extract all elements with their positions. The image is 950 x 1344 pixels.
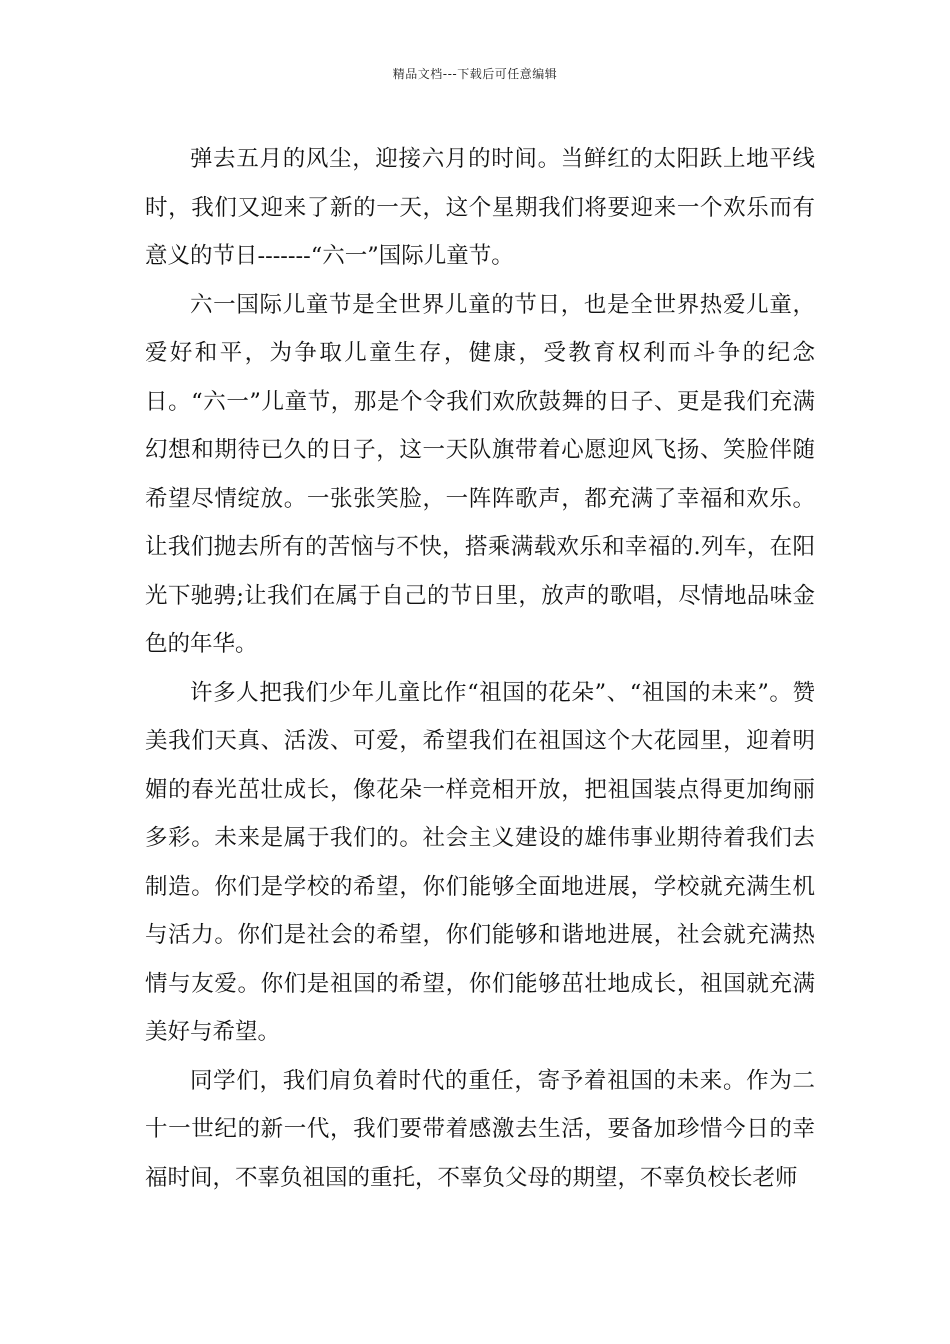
paragraph-3: 许多人把我们少年儿童比作“祖国的花朵”、“祖国的未来”。赞美我们天真、活泼、可爱，希望我们在祖国这个大花园里，迎着明媚的春光茁壮成长，像花朵一样竞相开放，把祖国装点得更加绚丽多彩。未来是属于我们的。社会主义建设的雄伟事业期待着我们去制造。你们是学校的希望，你们能够全面地进展，学校就充满生机与活力。你们是社会的希望，你们能够和谐地进展，社会就充满热情与友爱。你们是祖国的希望，你们能够茁壮地成长，祖国就充满美好与希望。 [145, 679, 815, 1045]
paragraph-2: 六一国际儿童节是全世界儿童的节日，也是全世界热爱儿童，爱好和平，为争取儿童生存，健康，受教育权利而斗争的纪念日。“六一”儿童节，那是个令我们欢欣鼓舞的日子、更是我们充满幻想和期待已久的日子，这一天队旗带着心愿迎风飞扬、笑脸伴随希望尽情绽放。一张张笑脸，一阵阵歌声，都充满了幸福和欢乐。让我们抛去所有的苦恼与不快，搭乘满载欢乐和幸福的.列车，在阳光下驰骋;让我们在属于自己的节日里，放声的歌唱，尽情地品味金色的年华。 [145, 291, 815, 657]
paragraph-1: 弹去五月的风尘，迎接六月的时间。当鲜红的太阳跃上地平线时，我们又迎来了新的一天，这个星期我们将要迎来一个欢乐而有意义的节日-------“六一”国际儿童节。 [145, 146, 815, 269]
paragraph-4: 同学们，我们肩负着时代的重任，寄予着祖国的未来。作为二十一世纪的新一代，我们要带着感激去生活，要备加珍惜今日的幸福时间，不辜负祖国的重托，不辜负父母的期望，不辜负校长老师 [145, 1067, 815, 1191]
document-body [145, 135, 815, 1202]
page-header: 精品文档---下载后可任意编辑 [392, 67, 558, 81]
